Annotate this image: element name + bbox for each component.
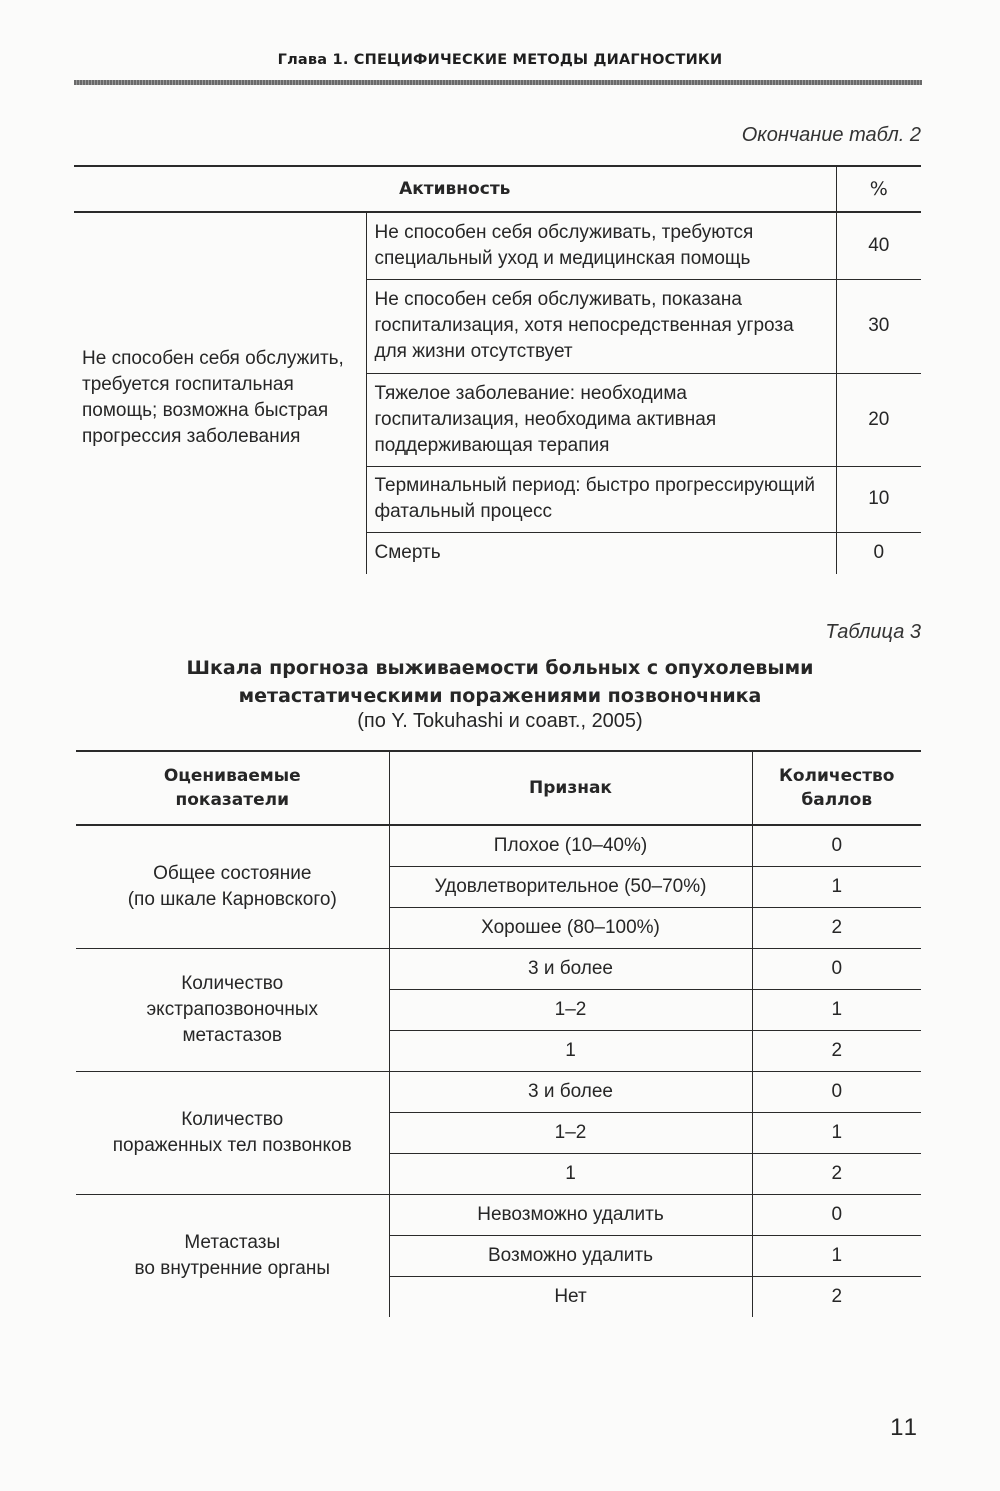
table-row (76, 1195, 921, 1236)
table3-sign: Хорошее (80–100%) (389, 908, 752, 949)
indicator-line: Общее состояние (153, 863, 312, 884)
table3-header-row (76, 751, 921, 825)
table3-col-sign: Признак (389, 751, 752, 825)
indicator-line: (по шкале Карновского) (127, 889, 337, 910)
table2-value: 0 (836, 532, 921, 574)
table3-points: 1 (752, 990, 921, 1031)
table2-desc: Не способен себя обслуживать, требуются специальный уход и медицинская помощь (366, 212, 836, 279)
indicator-line: Количество (181, 1109, 284, 1130)
table3-indicator (76, 1195, 389, 1318)
table2-desc: Тяжелое заболевание: необходима госпитализация, необходима активная поддерживающая терапия (366, 373, 836, 466)
table3-col-indicators (76, 751, 389, 825)
table3-subtitle: (по Y. Tokuhashi и соавт., 2005) (357, 710, 643, 732)
table3-points: 2 (752, 1154, 921, 1195)
table2-desc: Смерть (366, 532, 836, 574)
table3-sign: Удовлетворительное (50–70%) (389, 867, 752, 908)
indicator-line: во внутренние органы (134, 1258, 330, 1279)
table2-value: 40 (836, 212, 921, 279)
table2-col-activity: Активность (74, 166, 836, 212)
table2-col-percent: % (836, 166, 921, 212)
table3-points: 1 (752, 1113, 921, 1154)
indicator-line: Количество (181, 973, 284, 994)
table2-continuation-note: Окончание табл. 2 (741, 124, 921, 146)
indicator-line: экстрапозвоночных (146, 999, 319, 1020)
table3-points: 0 (752, 825, 921, 867)
table3-sign: Нет (389, 1277, 752, 1318)
table3-sign: 1–2 (389, 990, 752, 1031)
table3-label: Таблица 3 (825, 621, 921, 643)
table3-sign: Возможно удалить (389, 1236, 752, 1277)
chapter-header: Глава 1. СПЕЦИФИЧЕСКИЕ МЕТОДЫ ДИАГНОСТИКИ (277, 52, 723, 68)
table3 (76, 750, 921, 1317)
table-row (76, 825, 921, 867)
table-row (76, 1072, 921, 1113)
table3-indicator (76, 1072, 389, 1195)
indicator-line: метастазов (182, 1025, 283, 1046)
header-line: показатели (175, 790, 290, 810)
header-line: Количество (778, 766, 895, 786)
table3-sign: 1 (389, 1031, 752, 1072)
table3-points: 1 (752, 1236, 921, 1277)
table-row (76, 949, 921, 990)
header-rule (74, 80, 922, 85)
table3-sign: 3 и более (389, 949, 752, 990)
table3-title-line: метастатическими поражениями позвоночника (238, 685, 762, 707)
indicator-line: Метастазы (184, 1232, 281, 1253)
table3-sign: Плохое (10–40%) (389, 825, 752, 867)
table3-points: 0 (752, 1072, 921, 1113)
page-number: 11 (890, 1414, 919, 1441)
table3-title (0, 654, 1000, 710)
table3-points: 2 (752, 1277, 921, 1318)
header-line: Оцениваемые (163, 766, 301, 786)
table2-value: 20 (836, 373, 921, 466)
table2-header-row (74, 166, 921, 212)
header-line: баллов (801, 790, 873, 810)
table3-sign: 3 и более (389, 1072, 752, 1113)
table2-value: 30 (836, 279, 921, 373)
table3-points: 2 (752, 1031, 921, 1072)
table2-desc: Терминальный период: быстро прогрессирующий фатальный процесс (366, 466, 836, 532)
table3-points: 0 (752, 1195, 921, 1236)
table3-sign: 1 (389, 1154, 752, 1195)
table3-indicator (76, 825, 389, 949)
table3-indicator (76, 949, 389, 1072)
indicator-line: пораженных тел позвонков (112, 1135, 352, 1156)
table3-points: 0 (752, 949, 921, 990)
table3-points: 1 (752, 867, 921, 908)
table2-value: 10 (836, 466, 921, 532)
table3-sign: Невозможно удалить (389, 1195, 752, 1236)
table2-group-label: Не способен себя обслужить, требуется госпитальная помощь; возможна быстрая прогрессия заболевания (82, 347, 344, 447)
table3-col-points (752, 751, 921, 825)
table3-title-line: Шкала прогноза выживаемости больных с опухолевыми (186, 657, 814, 679)
table3-sign: 1–2 (389, 1113, 752, 1154)
table2-desc: Не способен себя обслуживать, показана госпитализация, хотя непосредственная угроза для жизни отсутствует (366, 279, 836, 373)
table2 (74, 165, 921, 574)
table-row (74, 212, 921, 279)
table3-points: 2 (752, 908, 921, 949)
